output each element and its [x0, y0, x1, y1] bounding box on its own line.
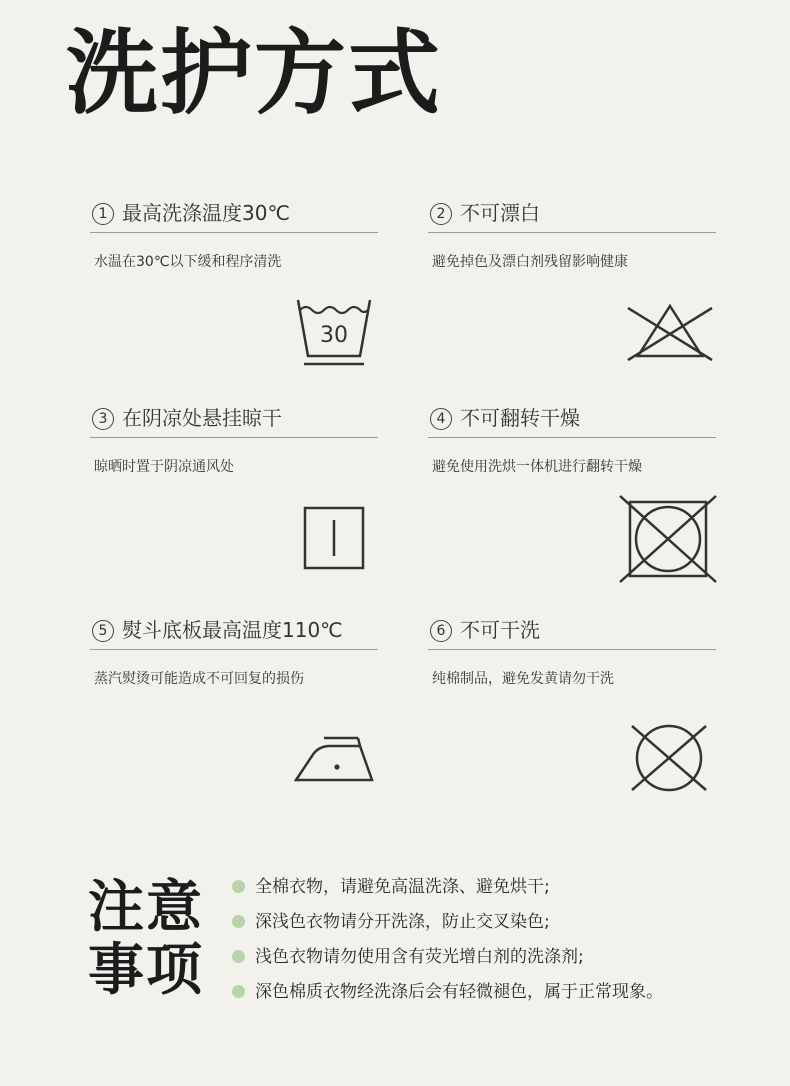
care-item-description: 避免使用洗烘一体机进行翻转干燥 — [432, 459, 642, 475]
care-item-line-dry — [90, 403, 378, 476]
list-item — [232, 976, 663, 1011]
bullet-dot-icon — [232, 985, 245, 998]
care-item-iron-temp — [90, 615, 378, 688]
item-number: 4 — [430, 408, 452, 430]
care-item-header — [90, 403, 378, 438]
care-item-title: 不可干洗 — [460, 618, 540, 642]
care-item-header — [428, 615, 716, 650]
no-bleach-icon — [626, 302, 714, 362]
care-item-no-bleach — [428, 198, 716, 271]
item-number: 1 — [92, 203, 114, 225]
wash-temperature-label: 30 — [320, 323, 348, 348]
item-number: 2 — [430, 203, 452, 225]
care-item-header — [428, 198, 716, 233]
care-item-description: 蒸汽熨烫可能造成不可回复的损伤 — [94, 671, 304, 687]
care-item-wash-temp — [90, 198, 378, 271]
line-dry-shade-icon — [303, 506, 365, 570]
bullet-dot-icon — [232, 880, 245, 893]
notes-heading — [88, 876, 208, 1002]
care-item-title: 熨斗底板最高温度110℃ — [122, 618, 343, 642]
care-instructions-page — [20, 0, 770, 1078]
care-item-no-dry-clean — [428, 615, 716, 688]
care-item-description: 水温在30℃以下缓和程序清洗 — [94, 254, 282, 270]
iron-low-heat-icon — [294, 732, 376, 784]
note-text: 全棉衣物，请避免高温洗涤、避免烘干; — [255, 877, 550, 897]
bullet-dot-icon — [232, 950, 245, 963]
wash-30-icon — [294, 296, 374, 368]
note-text: 深浅色衣物请分开洗涤，防止交叉染色; — [255, 912, 550, 932]
no-tumble-dry-icon — [618, 494, 718, 584]
no-dry-clean-icon — [628, 722, 710, 794]
care-item-title: 最高洗涤温度30℃ — [122, 201, 290, 225]
note-text: 浅色衣物请勿使用含有荧光增白剂的洗涤剂; — [255, 947, 584, 967]
page-title: 洗护方式 — [66, 20, 443, 127]
item-number: 3 — [92, 408, 114, 430]
list-item — [232, 906, 663, 941]
care-item-description: 避免掉色及漂白剂残留影响健康 — [432, 254, 628, 270]
item-number: 6 — [430, 620, 452, 642]
care-item-description: 晾晒时置于阴凉通风处 — [94, 459, 234, 475]
notes-heading-line-2: 事项 — [88, 938, 204, 1003]
notes-heading-line-1: 注意 — [88, 875, 204, 940]
item-number: 5 — [92, 620, 114, 642]
list-item — [232, 871, 663, 906]
care-item-title: 不可漂白 — [460, 201, 540, 225]
bullet-dot-icon — [232, 915, 245, 928]
care-item-title: 在阴凉处悬挂晾干 — [122, 406, 282, 430]
care-item-description: 纯棉制品，避免发黄请勿干洗 — [432, 671, 614, 687]
care-item-header — [90, 615, 378, 650]
care-item-no-tumble — [428, 403, 716, 476]
note-text: 深色棉质衣物经洗涤后会有轻微褪色，属于正常现象。 — [255, 982, 663, 1002]
care-item-header — [90, 198, 378, 233]
notes-list — [232, 871, 663, 1011]
care-item-title: 不可翻转干燥 — [460, 406, 580, 430]
list-item — [232, 941, 663, 976]
care-item-header — [428, 403, 716, 438]
